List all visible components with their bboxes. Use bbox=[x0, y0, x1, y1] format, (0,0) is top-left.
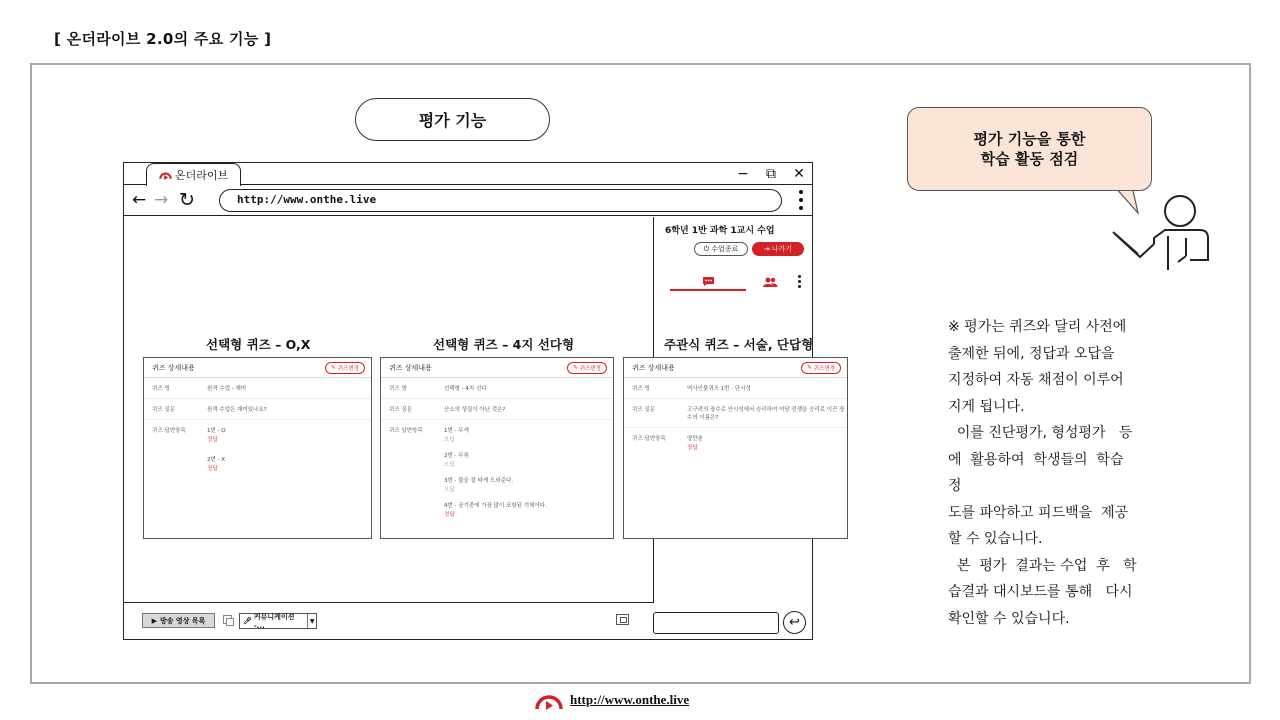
option-tag: 오답 bbox=[444, 462, 455, 468]
quiz-question-value: 고구려의 장수로 안시성에서 승리하여 여당 전쟁을 승리로 이끈 장수의 이름은? bbox=[687, 407, 845, 421]
panel-menu-icon[interactable] bbox=[797, 274, 801, 289]
note-line: 도를 파악하고 피드백을 제공 bbox=[948, 504, 1129, 521]
url-bar[interactable]: http://www.onthe.live bbox=[219, 189, 782, 212]
quiz-name-row bbox=[144, 378, 371, 399]
end-class-label: 수업종료 bbox=[711, 245, 739, 253]
communication-select-value: 커뮤니케이션 -... bbox=[253, 613, 295, 630]
quiz-label-ox: 선택형 퀴즈 – O,X bbox=[206, 337, 311, 352]
quiz-card-header bbox=[144, 358, 371, 378]
note-line: 에 활용하여 학생들의 학습 bbox=[948, 451, 1124, 468]
quiz-name-value: 역사인물퀴즈 1번 - 단시성 bbox=[687, 386, 751, 392]
quiz-card-title: 퀴즈 상세내용 bbox=[152, 363, 195, 372]
edit-quiz-button[interactable] bbox=[567, 362, 607, 374]
edit-quiz-button[interactable] bbox=[801, 362, 841, 374]
panel-tabs bbox=[670, 273, 800, 293]
description-note bbox=[948, 314, 1153, 632]
note-line: 지정하여 자동 채점이 이루어 bbox=[948, 372, 1124, 388]
edit-quiz-button[interactable] bbox=[325, 362, 365, 374]
back-arrow-icon[interactable]: ← bbox=[132, 190, 147, 210]
quiz-options-key: 퀴즈 답변항목 bbox=[389, 428, 423, 434]
option-text: 1번 - O bbox=[207, 428, 226, 434]
page-heading: [ 온더라이브 2.0의 주요 기능 ] bbox=[54, 30, 272, 48]
quiz-card-title: 퀴즈 상세내용 bbox=[389, 363, 432, 372]
tab-bar bbox=[124, 163, 812, 185]
class-title: 6학년 1반 과학 1교시 수업 bbox=[665, 226, 775, 236]
note-line: 할 수 있습니다. bbox=[948, 531, 1043, 547]
note-line: 이를 진단평가, 형성평가 등 bbox=[948, 425, 1133, 441]
chat-icon bbox=[702, 276, 715, 287]
copy-icon[interactable] bbox=[223, 615, 232, 624]
close-icon[interactable]: ✕ bbox=[793, 166, 805, 182]
quiz-question-row bbox=[624, 399, 847, 428]
footer-link[interactable]: http://www.onthe.live bbox=[570, 692, 690, 707]
option-text: 2번 - X bbox=[207, 457, 226, 463]
option-text: 4번 - 공기중에 가장 많이 포함된 기체이다. bbox=[444, 503, 547, 509]
list-item bbox=[444, 426, 613, 443]
quiz-options-row bbox=[381, 420, 613, 531]
browser-tab[interactable] bbox=[146, 163, 241, 186]
quiz-question-key: 퀴즈 질문 bbox=[632, 407, 656, 413]
onthelive-logo-icon bbox=[159, 169, 172, 182]
quiz-options-row bbox=[144, 420, 371, 485]
video-list-button[interactable] bbox=[142, 613, 215, 628]
window-controls bbox=[736, 165, 806, 183]
quiz-name-row bbox=[381, 378, 613, 399]
quiz-options-key: 퀴즈 답변항목 bbox=[632, 436, 666, 442]
quiz-question-row bbox=[144, 399, 371, 420]
option-tag: 정답 bbox=[207, 437, 218, 443]
forward-arrow-icon[interactable]: → bbox=[154, 190, 169, 210]
quiz-options bbox=[687, 434, 847, 458]
video-list-label: 방송 영상 목록 bbox=[159, 616, 206, 625]
option-text: 3번 - 불을 잘 타게 도와준다. bbox=[444, 478, 514, 484]
tab-label: 온더라이브 bbox=[175, 169, 229, 182]
quiz-card-ox bbox=[143, 357, 372, 539]
restore-icon[interactable]: ⧉ bbox=[766, 166, 776, 182]
users-icon bbox=[762, 277, 778, 288]
option-text: 양만춘 bbox=[687, 436, 703, 442]
option-tag: 정답 bbox=[687, 445, 698, 451]
quiz-question-value: 산소의 성질이 아닌 것은? bbox=[444, 407, 506, 413]
mic-icon: 🎤︎ bbox=[243, 617, 252, 625]
quiz-card-header bbox=[381, 358, 613, 378]
quiz-name-value: 선택형 - 4지 선다 bbox=[444, 386, 487, 392]
note-line: 습결과 대시보드를 통해 다시 bbox=[948, 584, 1133, 600]
quiz-card-title: 퀴즈 상세내용 bbox=[632, 363, 675, 372]
list-item bbox=[207, 426, 371, 443]
quiz-options bbox=[207, 426, 371, 479]
note-line: ※ 평가는 퀴즈와 달리 사전에 bbox=[948, 319, 1127, 335]
note-line: 출제한 뒤에, 정답과 오답을 bbox=[948, 345, 1115, 362]
note-line: 정 bbox=[948, 478, 962, 494]
pencil-icon: ✎ bbox=[331, 365, 336, 371]
quiz-question-key: 퀴즈 질문 bbox=[389, 407, 413, 413]
quiz-card-header bbox=[624, 358, 847, 378]
quiz-question-value: 원격 수업은 재미있나요? bbox=[207, 407, 267, 413]
list-item bbox=[444, 501, 613, 518]
speech-line-1: 평가 기능을 통한 bbox=[973, 130, 1086, 148]
list-item bbox=[687, 434, 847, 451]
quiz-card-subjective bbox=[623, 357, 848, 539]
speech-line-2: 학습 활동 점검 bbox=[980, 150, 1079, 168]
quiz-question-row bbox=[381, 399, 613, 420]
picture-in-picture-icon[interactable] bbox=[616, 614, 629, 625]
note-line: 본 평가 결과는 수업 후 학 bbox=[948, 557, 1137, 574]
edit-quiz-label: 퀴즈변경 bbox=[337, 366, 359, 372]
quiz-label-subjective: 주관식 퀴즈 – 서술, 단답형 bbox=[664, 337, 814, 352]
power-icon: ⏻ bbox=[703, 244, 710, 253]
pencil-icon: ✎ bbox=[807, 365, 812, 371]
pencil-icon: ✎ bbox=[573, 365, 578, 371]
list-item bbox=[444, 476, 613, 493]
edit-quiz-label: 퀴즈변경 bbox=[579, 366, 601, 372]
send-button[interactable]: ↩ bbox=[783, 611, 806, 634]
list-item bbox=[444, 451, 613, 468]
quiz-question-key: 퀴즈 질문 bbox=[152, 407, 176, 413]
exit-icon: ⇥ bbox=[763, 245, 770, 253]
quiz-options-row bbox=[624, 428, 847, 464]
quiz-name-key: 퀴즈 명 bbox=[632, 386, 650, 392]
chat-input[interactable] bbox=[653, 612, 779, 634]
quiz-card-multiple bbox=[380, 357, 614, 539]
quiz-options-key: 퀴즈 답변항목 bbox=[152, 428, 186, 434]
note-line: 지게 됩니다. bbox=[948, 398, 1025, 415]
quiz-name-key: 퀴즈 명 bbox=[152, 386, 170, 392]
quiz-options bbox=[444, 426, 613, 525]
quiz-name-key: 퀴즈 명 bbox=[389, 386, 407, 392]
video-icon: ▶ bbox=[151, 616, 157, 625]
option-tag: 정답 bbox=[444, 512, 455, 518]
option-text: 2번 - 무취 bbox=[444, 453, 469, 459]
option-tag: 정답 bbox=[207, 466, 218, 472]
quiz-name-value: 원격 수업 - 재미 bbox=[207, 386, 247, 392]
exit-button[interactable] bbox=[752, 242, 804, 256]
tab-chat[interactable] bbox=[670, 273, 746, 291]
bottom-bar bbox=[124, 603, 812, 639]
option-text: 1번 - 무색 bbox=[444, 428, 469, 434]
option-tag: 오답 bbox=[444, 487, 455, 493]
tab-participants[interactable] bbox=[750, 273, 790, 291]
chevron-down-icon: ▼ bbox=[307, 614, 316, 628]
section-title: 평가 기능 bbox=[355, 98, 550, 141]
quiz-label-multiple: 선택형 퀴즈 – 4지 선다형 bbox=[433, 337, 575, 352]
exit-label: 나가기 bbox=[771, 245, 793, 253]
browser-menu-icon[interactable] bbox=[798, 188, 804, 212]
teacher-presenting-icon bbox=[1110, 192, 1215, 272]
address-row bbox=[124, 186, 812, 216]
speech-bubble bbox=[907, 107, 1152, 191]
minimize-icon[interactable]: − bbox=[737, 166, 749, 182]
edit-quiz-label: 퀴즈변경 bbox=[813, 366, 835, 372]
note-line: 확인할 수 있습니다. bbox=[948, 610, 1070, 627]
end-class-button[interactable] bbox=[694, 242, 748, 256]
list-item bbox=[207, 455, 371, 472]
reload-icon[interactable]: ↻ bbox=[179, 189, 195, 211]
quiz-name-row bbox=[624, 378, 847, 399]
option-tag: 오답 bbox=[444, 437, 455, 443]
onthelive-logo-icon bbox=[535, 692, 563, 710]
communication-select[interactable] bbox=[239, 613, 317, 629]
